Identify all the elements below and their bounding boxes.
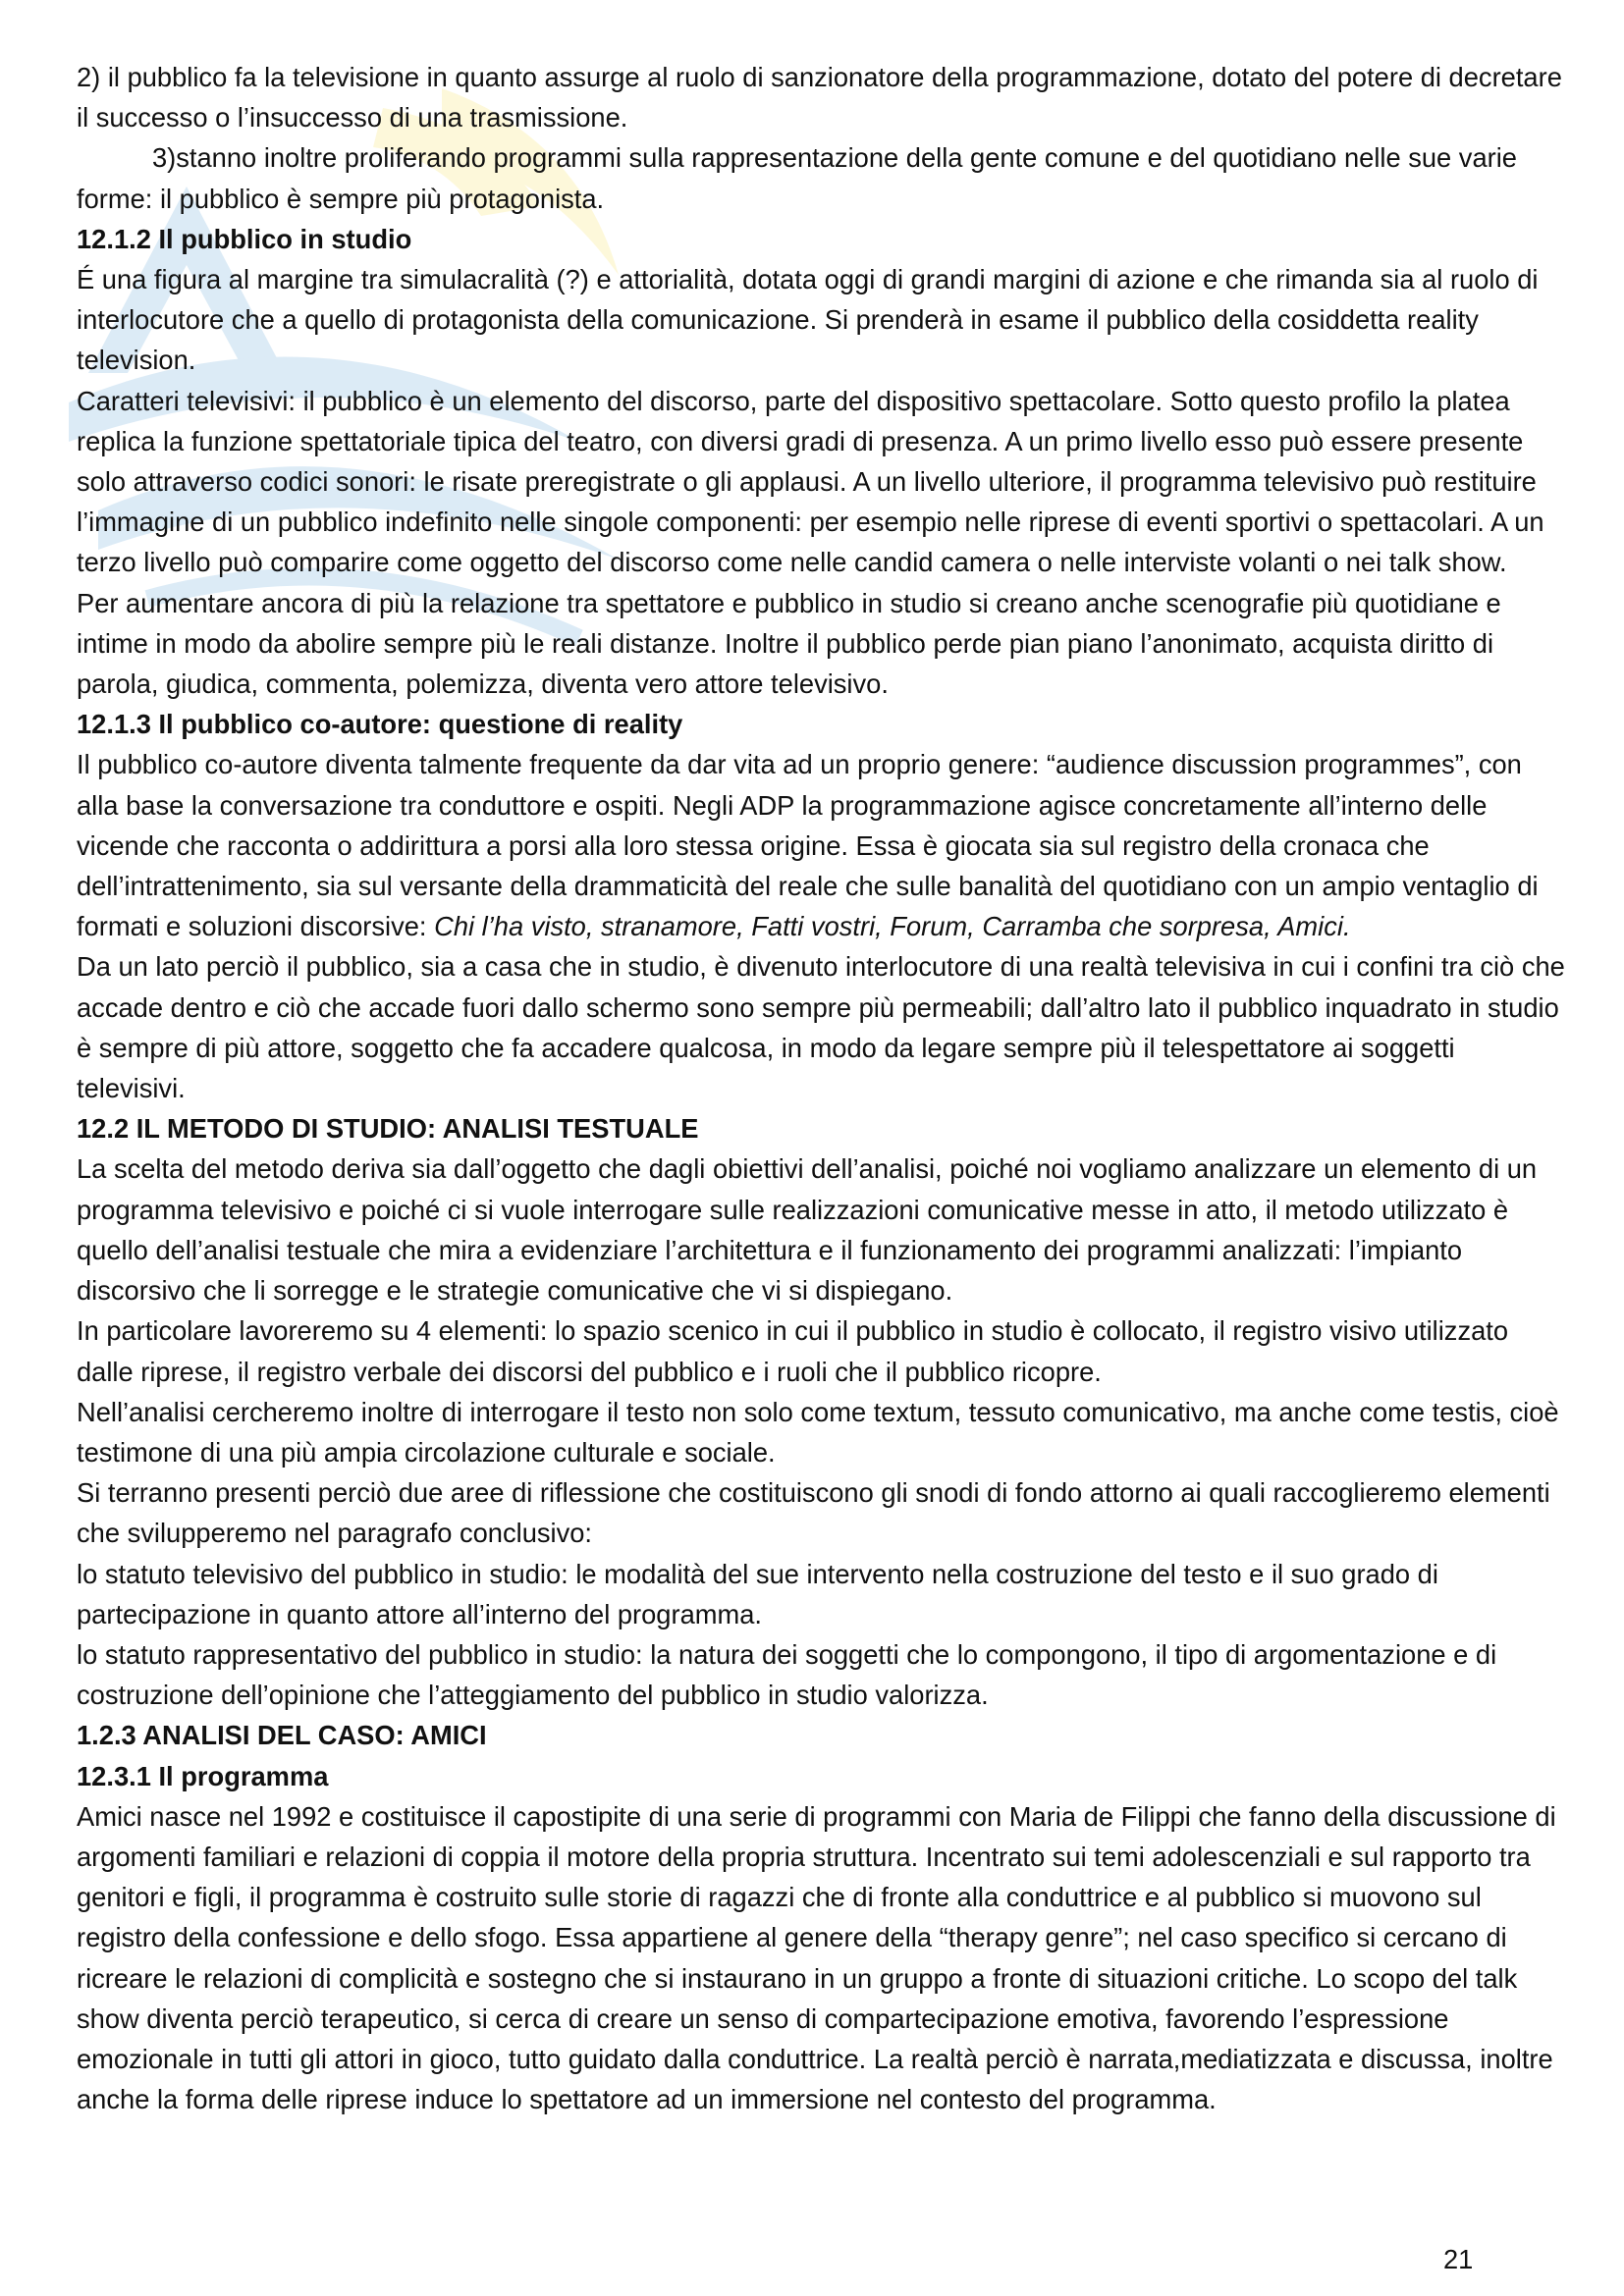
- paragraph-text: Amici nasce nel 1992 e costituisce il capostipite di una serie di programmi con Maria de Filippi che fanno della discussione di argomenti familiari e relazioni di coppia il motore della propria struttura. Incentrato sui temi adolescenziali e sul rapporto tra genitori e figli, il programma è costruito sulle storie di ragazzi che di fronte alla conduttrice e al pubblico si muovono sul registro della confessione e dello sfogo. Essa appartiene al genere della “therapy genre”; nel caso specifico si cercano di ricreare le relazioni di complicità e sostegno che si instaurano in un gruppo a fronte di situazioni critiche. Lo scopo del talk show diventa perciò terapeutico, si cerca di creare un senso di compartecipazione emotiva, favorendo l’espressione emozionale in tutti gli attori in gioco, tutto guidato dalla conduttrice. La realtà perciò è narrata,mediatizzata e discussa, inoltre anche la forma delle riprese induce lo spettatore ad un immersione nel contesto del programma.: [77, 1800, 1556, 2115]
- heading-text: 1.2.3 ANALISI DEL CASO: AMICI: [77, 1720, 487, 1751]
- paragraph: [77, 1796, 1569, 2120]
- paragraph: [77, 583, 1569, 705]
- heading-text: 12.1.3 Il pubblico co-autore: questione di reality: [77, 709, 683, 740]
- paragraph-text: lo statuto rappresentativo del pubblico in studio: la natura dei soggetti che lo compongono, il tipo di argomentazione e di costruzione dell’opinione che l’atteggiamento del pubblico in studio valorizza.: [77, 1638, 1497, 1711]
- section-heading: [77, 219, 1569, 259]
- paragraph-text: Nell’analisi cercheremo inoltre di interrogare il testo non solo come textum, tessuto comunicativo, ma anche come testis, cioè testimone di una più ampia circolazione culturale e sociale.: [77, 1396, 1559, 1468]
- paragraph-text: lo statuto televisivo del pubblico in studio: le modalità del sue intervento nella costruzione del testo e il suo grado di partecipazione in quanto attore all’interno del programma.: [77, 1558, 1438, 1629]
- paragraph-text: In particolare lavoreremo su 4 elementi: lo spazio scenico in cui il pubblico in studio è collocato, il registro visivo utilizzato dalle riprese, il registro verbale dei discorsi del pubblico e i ruoli che il pubblico ricopre.: [77, 1315, 1509, 1387]
- paragraph-text: 2) il pubblico fa la televisione in quanto assurge al ruolo di sanzionatore della programmazione, dotato del potere di decretare il successo o l’insuccesso di una trasmissione.: [77, 62, 1562, 133]
- paragraph: [77, 1148, 1569, 1310]
- section-heading: [77, 704, 1569, 744]
- section-heading: [77, 1108, 1569, 1148]
- paragraph: [77, 1472, 1569, 1553]
- heading-text: 12.1.2 Il pubblico in studio: [77, 223, 412, 254]
- paragraph: [77, 1554, 1569, 1634]
- section-heading: [77, 1756, 1569, 1796]
- paragraph: [77, 1310, 1569, 1391]
- paragraph-text: Il pubblico co-autore diventa talmente frequente da dar vita ad un proprio genere: “audience discussion programmes”, con alla base la conversazione tra conduttore e ospiti. Negli ADP la programmazione agisce concretamente all’interno delle vicende che racconta o addirittura a porsi alla loro stessa origine. Essa è giocata sia sul registro della cronaca che dell’intrattenimento, sia sul versante della drammaticità del reale che sulle banalità del quotidiano con un ampio ventaglio di formati e soluzioni discorsive:: [77, 749, 1539, 942]
- paragraph-text: Da un lato perciò il pubblico, sia a casa che in studio, è divenuto interlocutore di una realtà televisiva in cui i confini tra ciò che accade dentro e ciò che accade fuori dallo schermo sono sempre più permeabili; dall’altro lato il pubblico inquadrato in studio è sempre di più attore, soggetto che fa accadere qualcosa, in modo da legare sempre più il telespettatore ai soggetti televisivi.: [77, 951, 1565, 1104]
- document-body: [77, 57, 1569, 2119]
- paragraph: [77, 137, 1569, 218]
- page-number: 21: [1443, 2244, 1474, 2274]
- paragraph-text: Caratteri televisivi: il pubblico è un elemento del discorso, parte del dispositivo spettacolare. Sotto questo profilo la platea replica la funzione spettatoriale tipica del teatro, con diversi gradi di presenza. A un primo livello esso può essere presente solo attraverso codici sonori: le risate preregistrate o gli applausi. A un livello ulteriore, il programma televisivo può restituire l’immagine di un pubblico indefinito nelle singole componenti: per esempio nelle riprese di eventi sportivi o spettacolari. A un terzo livello può comparire come oggetto del discorso come nelle candid camera o nelle interviste volanti o nei talk show.: [77, 385, 1544, 578]
- paragraph: [77, 259, 1569, 381]
- heading-text: 12.2 IL METODO DI STUDIO: ANALISI TESTUALE: [77, 1113, 699, 1145]
- paragraph: [77, 381, 1569, 583]
- program-title-list: Chi l’ha visto, stranamore, Fatti vostri, Forum, Carramba che sorpresa, Amici.: [434, 911, 1351, 942]
- paragraph-text: Per aumentare ancora di più la relazione tra spettatore e pubblico in studio si creano anche scenografie più quotidiane e intime in modo da abolire sempre più le reali distanze. Inoltre il pubblico perde pian piano l’anonimato, acquista diritto di parola, giudica, commenta, polemizza, diventa vero attore televisivo.: [77, 587, 1501, 700]
- heading-text: 12.3.1 Il programma: [77, 1760, 329, 1791]
- paragraph: [77, 1634, 1569, 1715]
- paragraph: [77, 946, 1569, 1108]
- section-heading: [77, 1715, 1569, 1755]
- paragraph: [77, 57, 1569, 137]
- paragraph: [77, 1392, 1569, 1472]
- document-page: [77, 57, 1569, 2119]
- paragraph-text: É una figura al margine tra simulacralità (?) e attorialità, dotata oggi di grandi margini di azione e che rimanda sia al ruolo di interlocutore che a quello di protagonista della comunicazione. Si prenderà in esame il pubblico della cosiddetta reality television.: [77, 264, 1539, 376]
- paragraph-text: Si terranno presenti perciò due aree di riflessione che costituiscono gli snodi di fondo attorno ai quali raccoglieremo elementi che svilupperemo nel paragrafo conclusivo:: [77, 1477, 1550, 1549]
- paragraph-text: 3)stanno inoltre proliferando programmi sulla rappresentazione della gente comune e del quotidiano nelle sue varie forme: il pubblico è sempre più protagonista.: [77, 142, 1517, 214]
- paragraph-text: La scelta del metodo deriva sia dall’oggetto che dagli obiettivi dell’analisi, poiché noi vogliamo analizzare un elemento di un programma televisivo e poiché ci si vuole interrogare sulle realizzazioni comunicative messe in atto, il metodo utilizzato è quello dell’analisi testuale che mira a evidenziare l’architettura e il funzionamento dei programmi analizzati: l’impianto discorsivo che li sorregge e le strategie comunicative che vi si dispiegano.: [77, 1153, 1538, 1307]
- paragraph: [77, 744, 1569, 946]
